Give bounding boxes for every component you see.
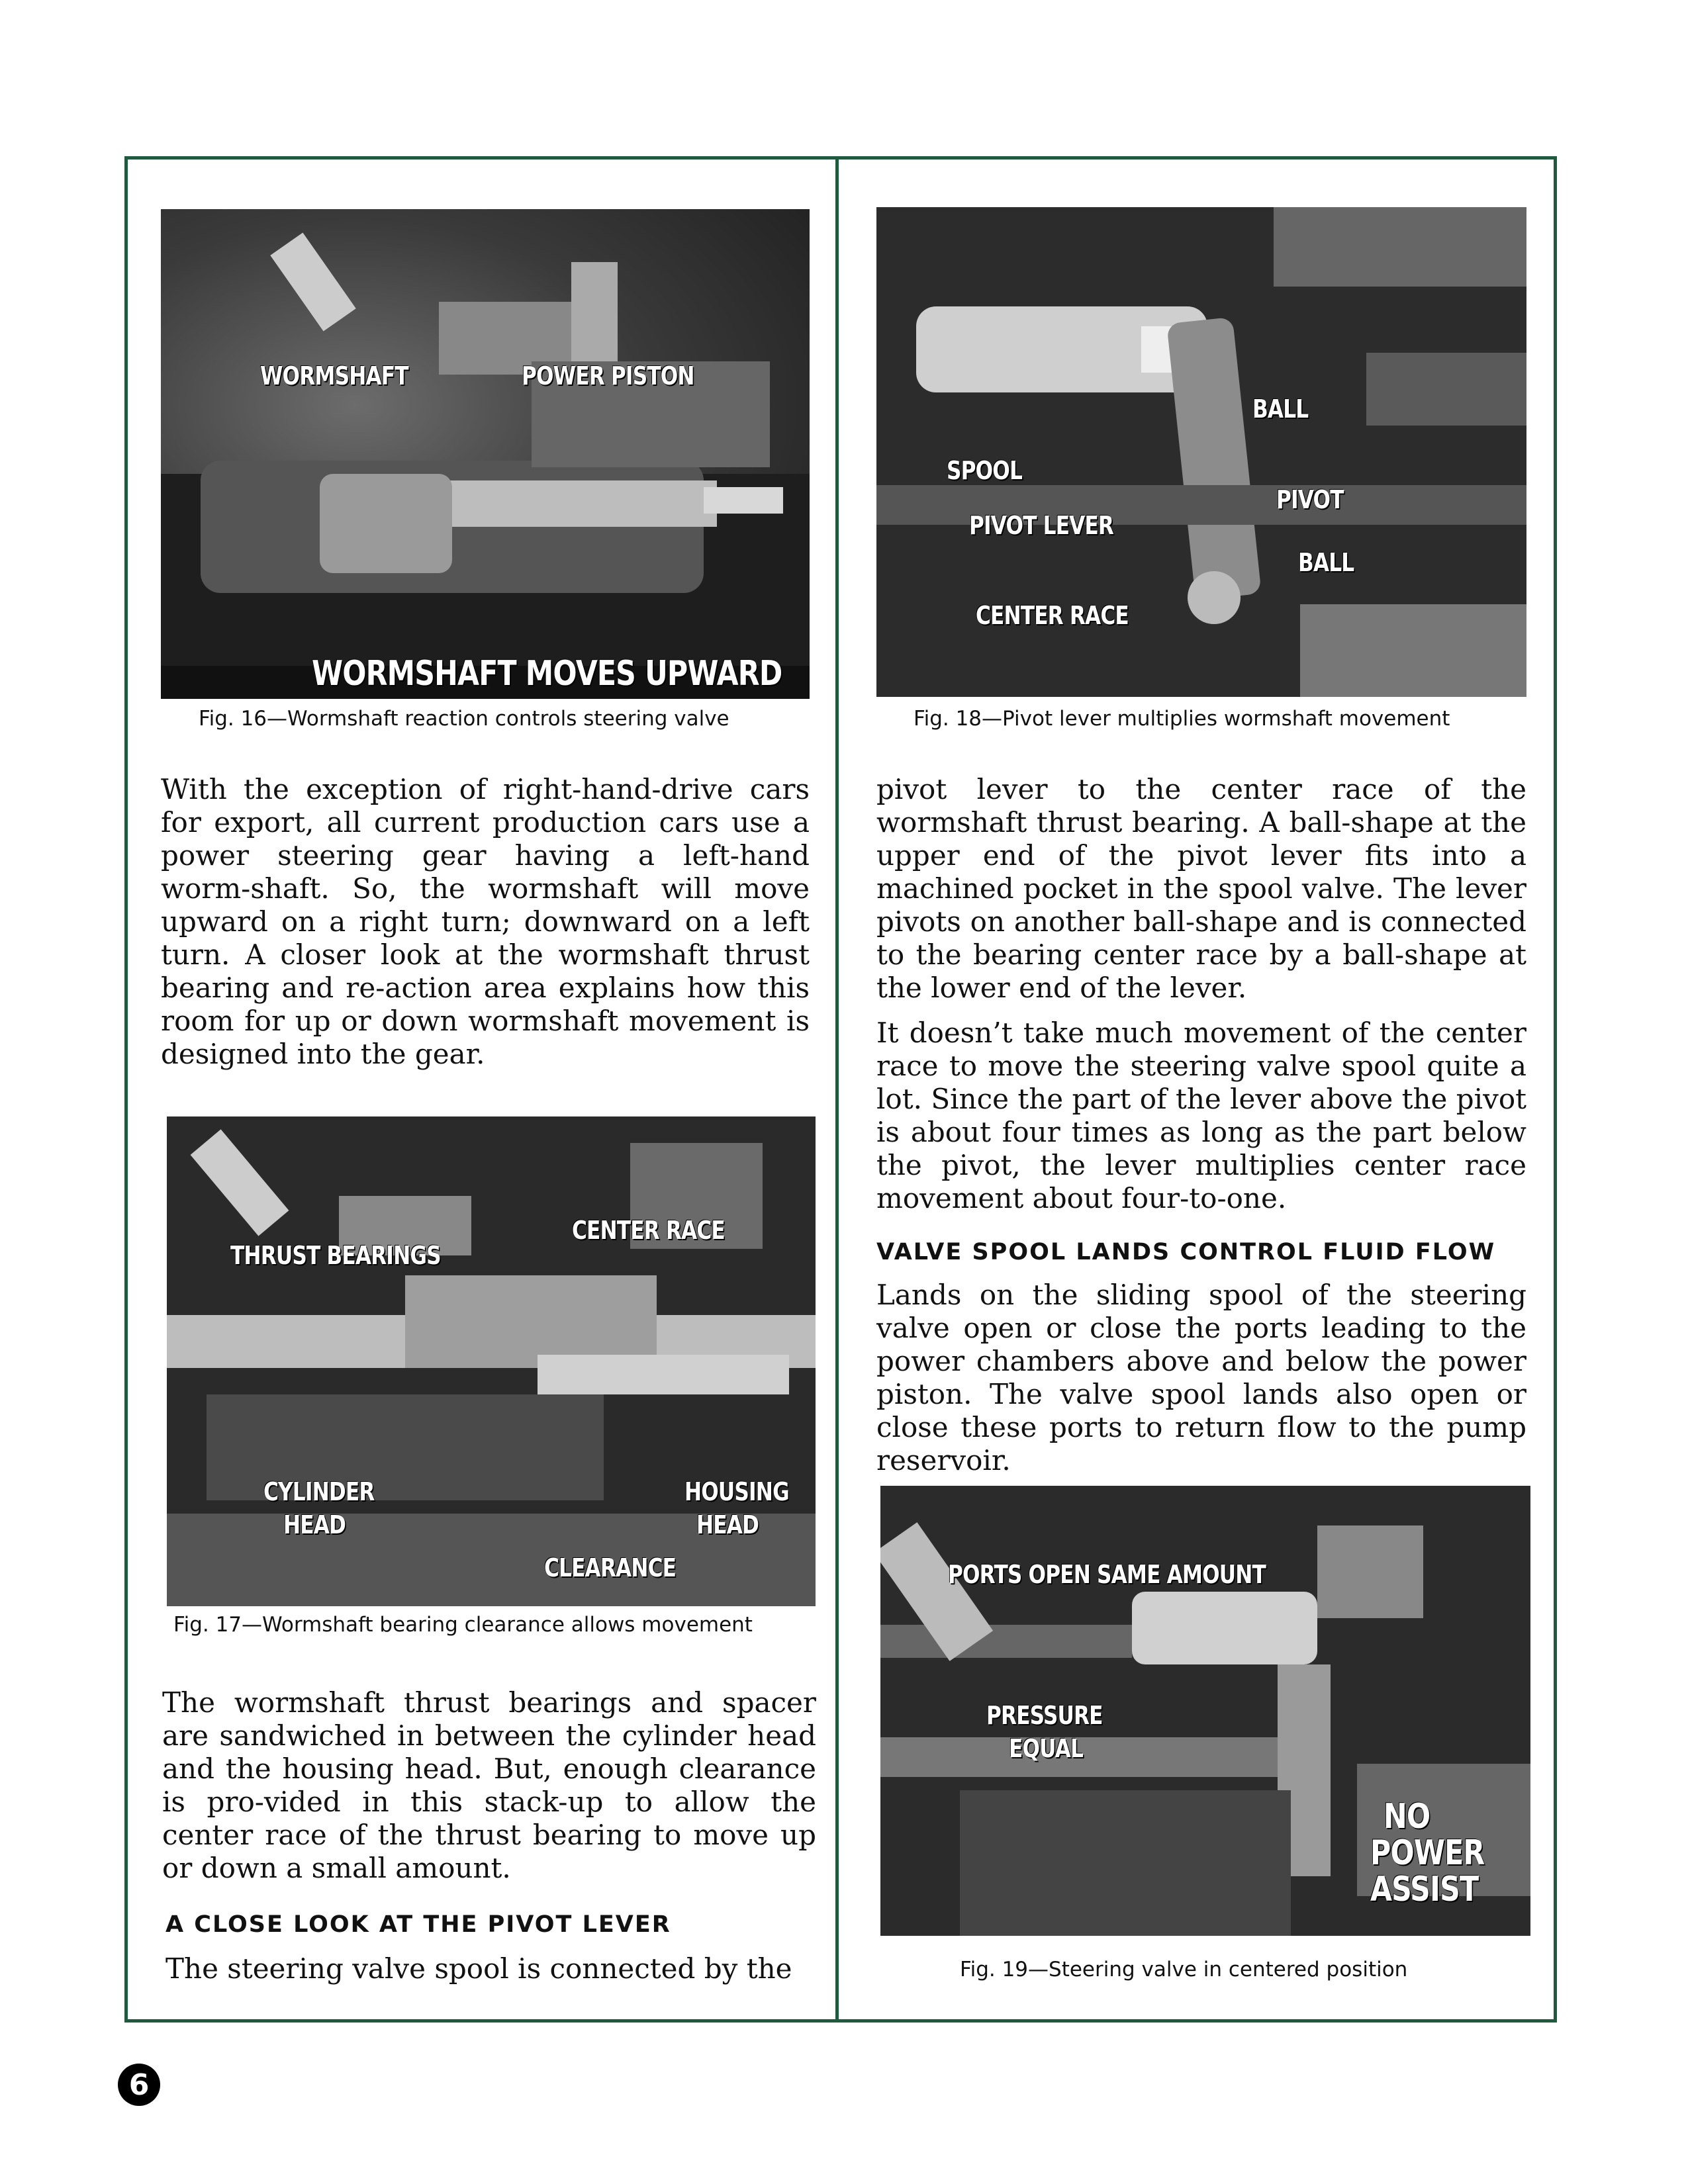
label-housing-head: HEAD — [696, 1510, 759, 1539]
label-pivot: PIVOT — [1276, 485, 1344, 514]
right-paragraph-2: It doesn’t take much movement of the center race to move the steering valve spool quite a lot. Since the part of the lever above the pivot is about four times as long as the part below the pivot, the lever multiplies center race movement about four-to-one. — [876, 1017, 1526, 1214]
label-cylinder: CYLINDER — [263, 1477, 375, 1506]
left-paragraph-1: With the exception of right-hand-drive cars for export, all current production cars use a power steering gear having a left-hand worm-shaft. So, the wormshaft will move upward on a right turn; downward on a left turn. A closer look at the wormshaft thrust bearing and re-action area explains how this room for up or down wormshaft movement is designed into the gear. — [161, 773, 810, 1070]
label-cylinder-head: HEAD — [283, 1510, 346, 1539]
label-wormshaft-moves-upward: WORMSHAFT MOVES UPWARD — [312, 654, 782, 694]
label-spool: SPOOL — [947, 456, 1023, 485]
figure-18-caption: Fig. 18—Pivot lever multiplies wormshaft movement — [914, 707, 1450, 731]
figure-17-caption: Fig. 17—Wormshaft bearing clearance allows movement — [173, 1613, 753, 1637]
right-heading: VALVE SPOOL LANDS CONTROL FLUID FLOW — [876, 1239, 1496, 1265]
figure-18-photo — [876, 207, 1526, 697]
figure-16-photo — [161, 209, 810, 699]
figure-19-caption: Fig. 19—Steering valve in centered position — [960, 1958, 1408, 1981]
label-ball-bottom: BALL — [1298, 548, 1354, 577]
label-no: NO — [1383, 1797, 1430, 1837]
label-housing: HOUSING — [684, 1477, 789, 1506]
label-ports-open-same-amount: PORTS OPEN SAME AMOUNT — [948, 1560, 1266, 1589]
label-center-race: CENTER RACE — [572, 1216, 725, 1245]
label-power: POWER — [1370, 1833, 1485, 1873]
left-paragraph-3: The steering valve spool is connected by the — [165, 1952, 792, 1985]
figure-19-photo — [880, 1486, 1530, 1936]
label-equal: EQUAL — [1009, 1734, 1083, 1763]
figure-17-photo — [167, 1116, 816, 1606]
label-pressure: PRESSURE — [986, 1701, 1103, 1730]
label-assist: ASSIST — [1370, 1870, 1479, 1909]
label-center-race: CENTER RACE — [976, 601, 1129, 630]
figure-16-caption: Fig. 16—Wormshaft reaction controls steering valve — [199, 707, 729, 731]
label-ball-top: BALL — [1252, 394, 1309, 424]
left-heading: A CLOSE LOOK AT THE PIVOT LEVER — [165, 1911, 671, 1938]
label-thrust-bearings: THRUST BEARINGS — [230, 1241, 441, 1270]
figure-18-illustration — [876, 207, 1526, 697]
column-divider — [835, 156, 839, 2023]
label-power-piston: POWER PISTON — [522, 361, 694, 390]
right-paragraph-3: Lands on the sliding spool of the steering valve open or close the ports leading to the power chambers above and below the power piston. The valve spool lands also open or close these ports to return flow to the pump reservoir. — [876, 1279, 1526, 1477]
figure-16-illustration — [161, 209, 810, 699]
label-clearance: CLEARANCE — [544, 1553, 677, 1582]
left-paragraph-2: The wormshaft thrust bearings and spacer are sandwiched in between the cylinder head and the housing head. But, enough clearance is pro-vided in this stack-up to allow the center race of the thrust bearing to move up or down a small amount. — [162, 1686, 816, 1884]
label-wormshaft: WORMSHAFT — [260, 361, 408, 390]
right-paragraph-1: pivot lever to the center race of the wormshaft thrust bearing. A ball-shape at the upper end of the pivot lever fits into a machined pocket in the spool valve. The lever pivots on another ball-shape and is connected to the bearing center race by a ball-shape at the lower end of the lever. — [876, 773, 1526, 1004]
page-number: 6 — [118, 2064, 160, 2106]
label-pivot-lever: PIVOT LEVER — [969, 511, 1114, 540]
